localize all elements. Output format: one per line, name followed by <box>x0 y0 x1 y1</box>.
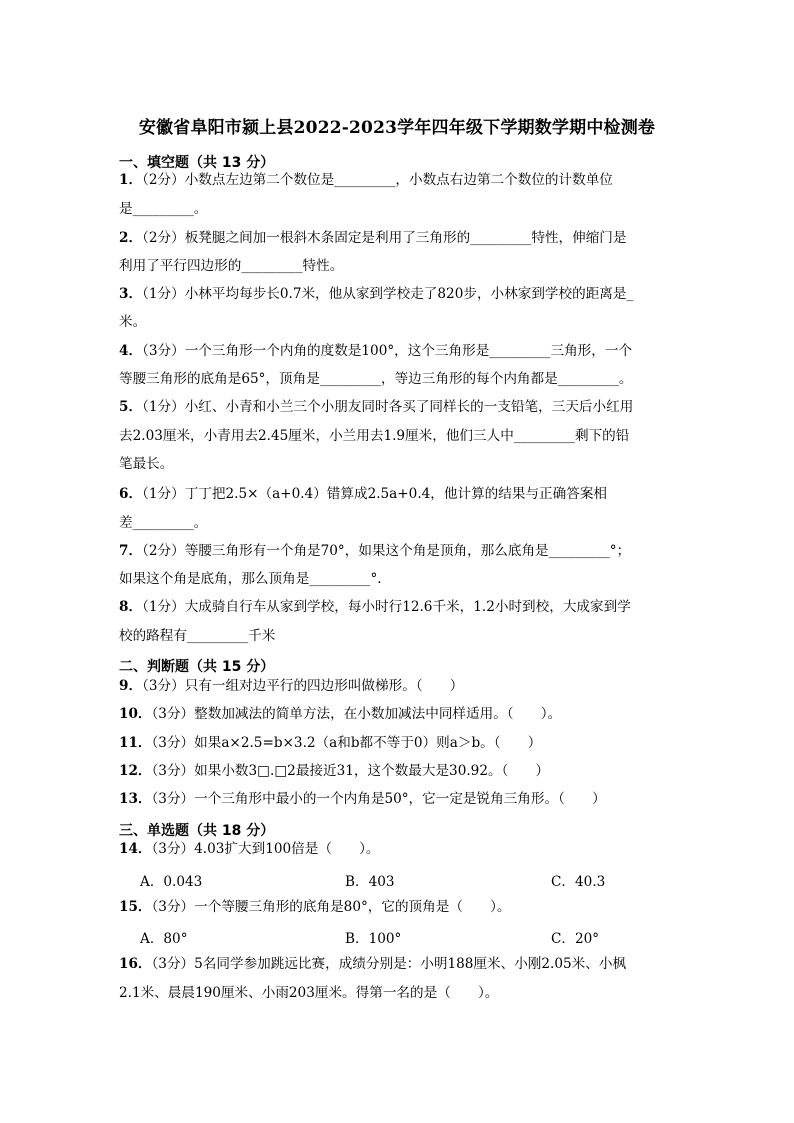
question-number: 2． <box>119 230 143 246</box>
question-text: （2分）等腰三角形有一个角是70°，如果这个角是顶角，那么底角是_________°； <box>142 543 631 559</box>
question-number: 1． <box>119 172 143 188</box>
question-4-cont: 等腰三角形的底角是65°，顶角是_________，等边三角形的每个内角都是_________。 <box>119 371 633 387</box>
question-3 <box>119 285 679 303</box>
question-text: （3分）一个三角形中最小的一个内角是50°，它一定是锐角三角形。（ ） <box>151 791 606 807</box>
option-c: C．20° <box>551 931 600 947</box>
question-3-cont: 米。 <box>119 314 147 330</box>
question-text: （3分）只有一组对边平行的四边形叫做梯形。（ ） <box>142 678 464 694</box>
question-text: （3分）整数加减法的简单方法，在小数加减法中同样适用。（ ）。 <box>151 706 562 722</box>
question-number: 4． <box>119 343 143 359</box>
question-13 <box>119 790 679 808</box>
question-text: （3分）如果a×2.5=b×3.2（a和b都不等于0）则a＞b。（ ） <box>151 735 542 751</box>
question-number: 3． <box>119 286 143 302</box>
option-b: B．403 <box>345 874 395 890</box>
question-16 <box>119 955 679 973</box>
section-heading-true-false: 二、判断题（共 15 分） <box>119 659 275 675</box>
question-text: （3分）一个等腰三角形的底角是80°，它的顶角是（ ）。 <box>151 899 511 915</box>
question-number: 7． <box>119 543 143 559</box>
question-15 <box>119 898 679 916</box>
question-12 <box>119 762 679 780</box>
question-2 <box>119 229 679 247</box>
question-4 <box>119 342 679 360</box>
question-8 <box>119 598 679 616</box>
question-8-cont: 校的路程有_________千米 <box>119 628 276 644</box>
option-b: B．100° <box>345 931 402 947</box>
option-a: A．0.043 <box>140 874 203 890</box>
question-16-cont: 2.1米、晨晨190厘米、小雨203厘米。得第一名的是（ ）。 <box>119 985 499 1001</box>
page-title: 安徽省阜阳市颍上县2022-2023学年四年级下学期数学期中检测卷 <box>138 118 656 138</box>
option-c: C．40.3 <box>551 874 606 890</box>
question-5 <box>119 398 679 416</box>
question-number: 6． <box>119 486 143 502</box>
question-9 <box>119 677 679 695</box>
question-number: 12． <box>119 763 152 779</box>
section-heading-fill-blank: 一、填空题（共 13 分） <box>119 155 275 171</box>
question-1 <box>119 171 679 189</box>
question-text: （1分）大成骑自行车从家到学校，每小时行12.6千米，1.2小时到校，大成家到学 <box>142 599 631 615</box>
question-number: 13． <box>119 791 152 807</box>
question-14 <box>119 840 679 858</box>
question-text: （3分）一个三角形一个内角的度数是100°，这个三角形是_________三角形，一个 <box>142 343 633 359</box>
question-10 <box>119 705 679 723</box>
question-6-cont: 差_________。 <box>119 515 208 531</box>
question-number: 15． <box>119 899 152 915</box>
question-number: 8． <box>119 599 143 615</box>
question-text: （3分）如果小数3□.□2最接近31，这个数最大是30.92。（ ） <box>151 763 550 779</box>
question-text: （1分）小林平均每步长0.7米，他从家到学校走了820步，小林家到学校的距离是_ <box>142 286 634 302</box>
question-number: 9． <box>119 678 143 694</box>
question-text: （1分）丁丁把2.5×（a+0.4）错算成2.5a+0.4，他计算的结果与正确答案相 <box>142 486 608 502</box>
question-text: （1分）小红、小青和小兰三个小朋友同时各买了同样长的一支铅笔，三天后小红用 <box>142 399 634 415</box>
question-number: 14． <box>119 841 152 857</box>
question-text: （3分）5名同学参加跳远比赛，成绩分别是：小明188厘米、小刚2.05米、小枫 <box>151 956 627 972</box>
question-number: 16． <box>119 956 152 972</box>
question-text: （3分）4.03扩大到100倍是（ ）。 <box>151 841 380 857</box>
question-number: 5． <box>119 399 143 415</box>
question-text: （2分）板凳腿之间加一根斜木条固定是利用了三角形的_________特性，伸缩门是 <box>142 230 627 246</box>
question-2-cont: 利用了平行四边形的_________特性。 <box>119 258 344 274</box>
question-number: 10． <box>119 706 152 722</box>
question-number: 11． <box>119 735 152 751</box>
question-7-cont: 如果这个角是底角，那么顶角是_________°. <box>119 571 382 587</box>
question-1-cont: 是_________。 <box>119 201 208 217</box>
question-5-cont: 去2.03厘米，小青用去2.45厘米，小兰用去1.9厘米，他们三人中_________剩下的铅 <box>119 428 630 444</box>
question-5-cont2: 笔最长。 <box>119 456 174 472</box>
section-heading-single-choice: 三、单选题（共 18 分） <box>119 823 275 839</box>
question-11 <box>119 734 679 752</box>
question-text: （2分）小数点左边第二个数位是_________，小数点右边第二个数位的计数单位 <box>142 172 613 188</box>
question-7 <box>119 542 679 560</box>
option-a: A．80° <box>140 931 188 947</box>
question-6 <box>119 485 679 503</box>
